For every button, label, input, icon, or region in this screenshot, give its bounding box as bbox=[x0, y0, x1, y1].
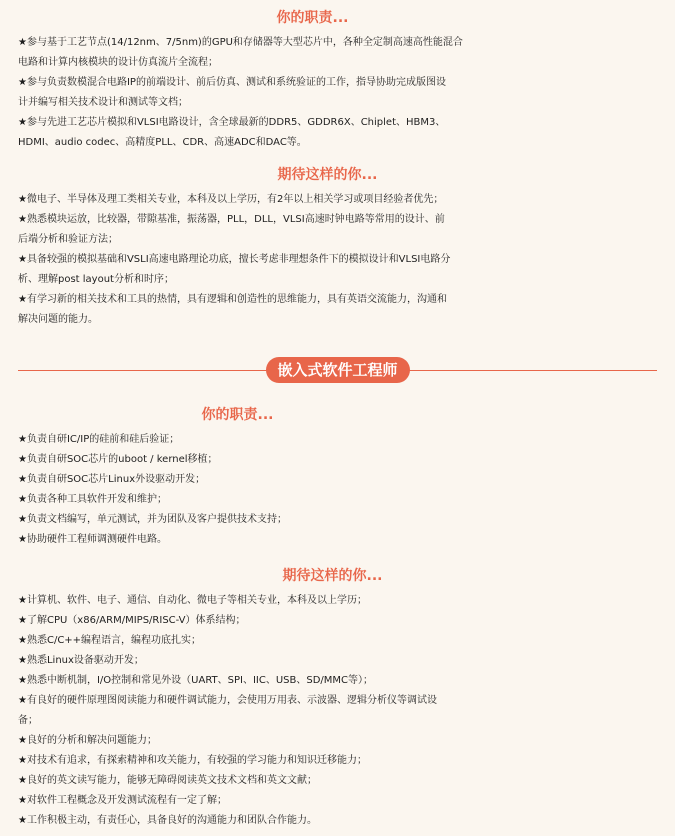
section1-duties-heading: 你的职责... bbox=[276, 10, 349, 26]
text-line: ★具备较强的模拟基础和VSLI高速电路理论功底，擅长考虑非理想条件下的模拟设计和VLSI电路分 bbox=[18, 254, 451, 265]
section1-requirements-heading: 期待这样的你... bbox=[277, 167, 378, 183]
text-line: 备； bbox=[18, 715, 38, 726]
section2-duties-list bbox=[0, 430, 675, 550]
section1-duties-list bbox=[0, 33, 675, 153]
text-line: ★计算机、软件、电子、通信、自动化、微电子等相关专业，本科及以上学历； bbox=[18, 595, 367, 606]
text-line: ★对软件工程概念及开发测试流程有一定了解； bbox=[18, 795, 227, 806]
text-line: 后端分析和验证方法； bbox=[18, 234, 118, 245]
section2-title-bar bbox=[0, 355, 675, 385]
section1-requirements bbox=[0, 165, 675, 330]
text-line: ★协助硬件工程师调测硬件电路。 bbox=[18, 534, 167, 545]
text-line: ★工作积极主动，有责任心，具备良好的沟通能力和团队合作能力。 bbox=[18, 815, 317, 826]
text-line: ★参与基于工艺节点(14/12nm、7/5nm)的GPU和存储器等大型芯片中，各种全定制高速高性能混合 bbox=[18, 37, 463, 48]
text-line: 析、理解post layout分析和时序； bbox=[18, 274, 174, 285]
text-line: 计并编写相关技术设计和测试等文档； bbox=[18, 97, 188, 108]
text-line: ★良好的英文读写能力，能够无障碍阅读英文技术文档和英文文献； bbox=[18, 775, 317, 786]
text-line: HDMI、audio codec、高精度PLL、CDR、高速ADC和DAC等。 bbox=[18, 137, 307, 148]
text-line: ★负责自研SOC芯片的uboot / kernel移植； bbox=[18, 454, 218, 465]
text-line: ★负责自研SOC芯片Linux外设驱动开发； bbox=[18, 474, 206, 485]
section2-duties bbox=[0, 405, 675, 550]
text-line: ★熟悉中断机制，I/O控制和常见外设（UART、SPI、IIC、USB、SD/MMC等）； bbox=[18, 675, 374, 686]
section2-duties-heading: 你的职责... bbox=[201, 407, 274, 423]
text-line: 电路和计算内核模块的设计仿真流片全流程； bbox=[18, 57, 218, 68]
text-line: ★了解CPU（x86/ARM/MIPS/RISC-V）体系结构； bbox=[18, 615, 246, 626]
text-line: ★负责各种工具软件开发和维护； bbox=[18, 494, 167, 505]
section1 bbox=[0, 8, 675, 153]
text-line: ★有良好的硬件原理图阅读能力和硬件调试能力，会使用万用表、示波器、逻辑分析仪等调试设 bbox=[18, 695, 437, 706]
text-line: ★熟悉C/C++编程语言，编程功底扎实； bbox=[18, 635, 202, 646]
text-line: ★负责文档编写，单元测试，并为团队及客户提供技术支持； bbox=[18, 514, 287, 525]
text-line: ★良好的分析和解决问题能力； bbox=[18, 735, 157, 746]
text-line: ★有学习新的相关技术和工具的热情，具有逻辑和创造性的思维能力，具有英语交流能力，沟通和 bbox=[18, 294, 447, 305]
text-line: ★对技术有追求，有探索精神和攻关能力，有较强的学习能力和知识迁移能力； bbox=[18, 755, 367, 766]
section2-requirements-heading: 期待这样的你... bbox=[282, 568, 383, 584]
section1-requirements-list bbox=[0, 190, 675, 330]
section2-requirements-list bbox=[0, 591, 675, 831]
text-line: 解决问题的能力。 bbox=[18, 314, 98, 325]
section2-title: 嵌入式软件工程师 bbox=[265, 357, 409, 383]
text-line: ★熟悉模块运放，比较器，带隙基准，振荡器，PLL，DLL，VLSI高速时钟电路等常用的设计、前 bbox=[18, 214, 445, 225]
text-line: ★微电子、半导体及理工类相关专业，本科及以上学历，有2年以上相关学习或项目经验者优先； bbox=[18, 194, 444, 205]
text-line: ★负责自研IC/IP的硅前和硅后验证； bbox=[18, 434, 180, 445]
text-line: ★熟悉Linux设备驱动开发； bbox=[18, 655, 144, 666]
divider bbox=[0, 355, 675, 385]
text-line: ★参与先进工艺芯片模拟和VLSI电路设计，含全球最新的DDR5、GDDR6X、Chiplet、HBM3、 bbox=[18, 117, 446, 128]
text-line: ★参与负责数模混合电路IP的前端设计、前后仿真、测试和系统验证的工作，指导协助完成版图设 bbox=[18, 77, 446, 88]
section2-requirements bbox=[0, 566, 675, 831]
